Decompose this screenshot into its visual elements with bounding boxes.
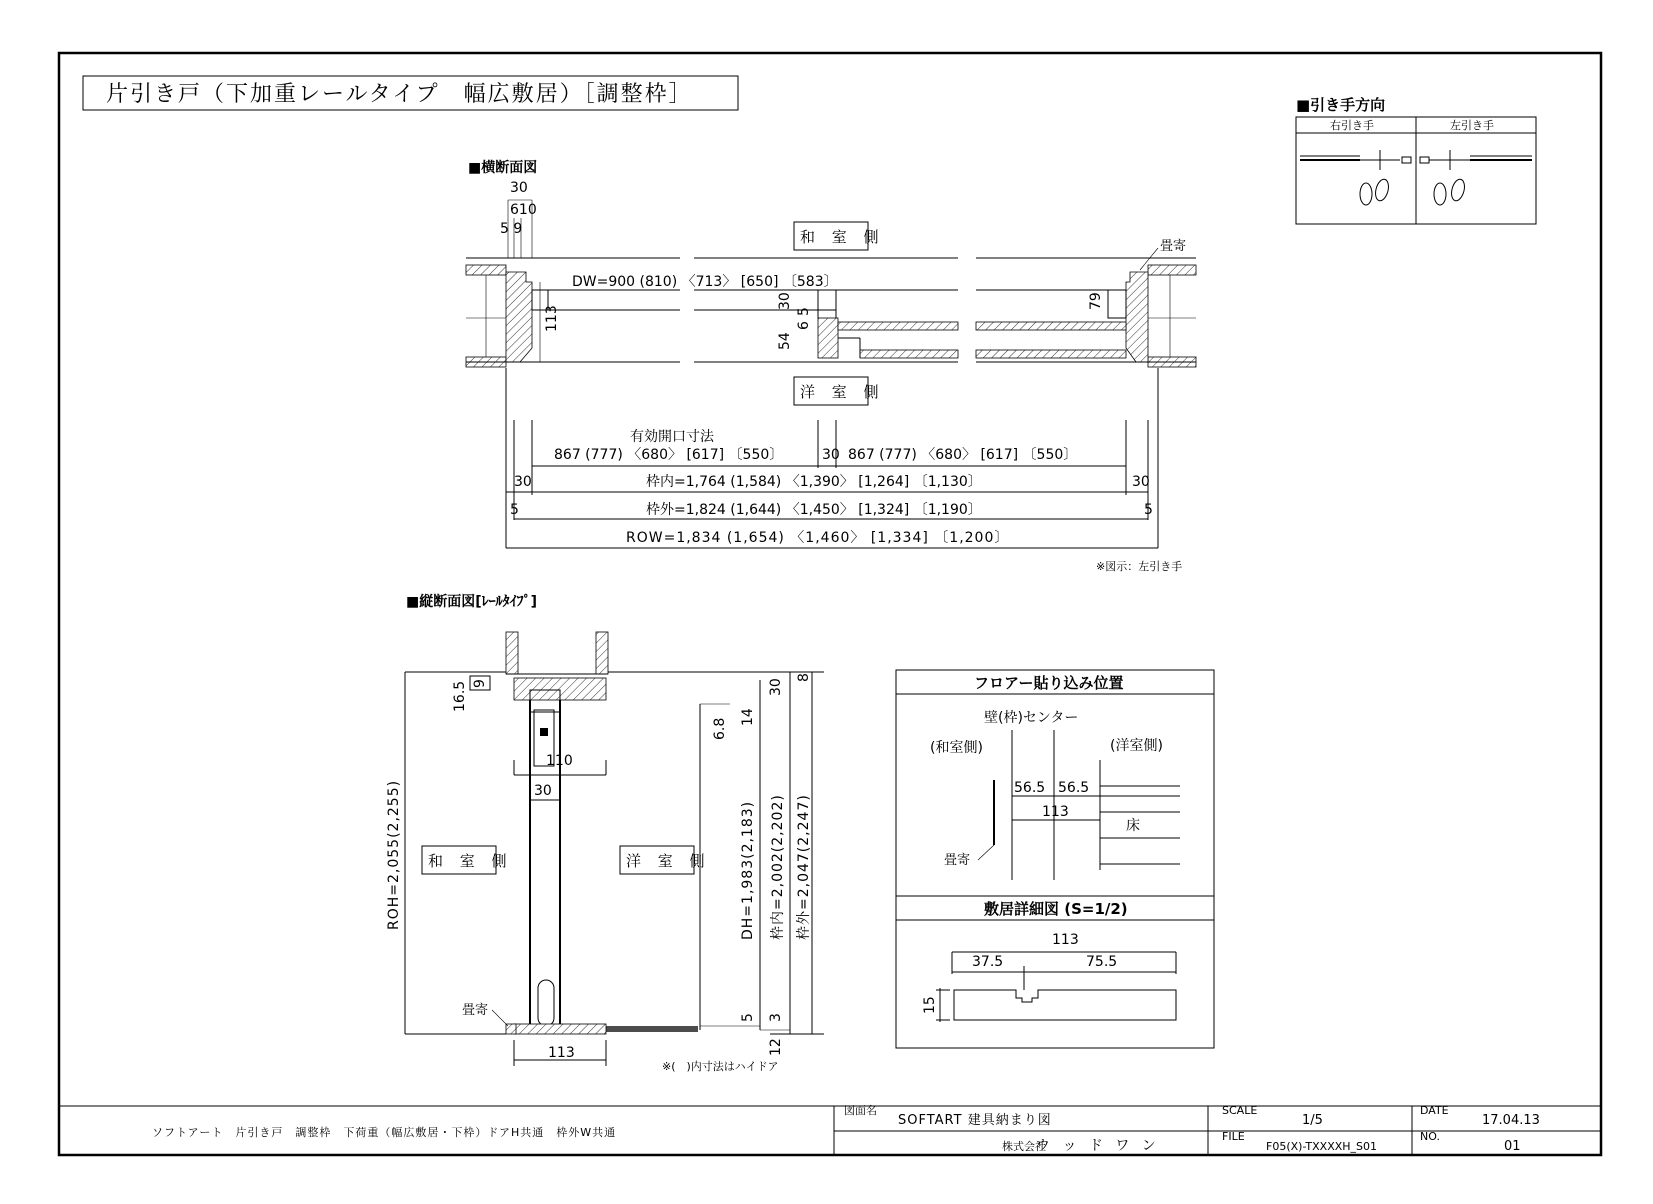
footer-scale-label: SCALE	[1222, 1104, 1258, 1117]
footer-drawing-label: 図面名	[844, 1104, 877, 1117]
plan-dim-6: 6	[796, 321, 812, 330]
vert-dim-8: 8	[796, 673, 812, 682]
right-pull-label: 右引き手	[1330, 119, 1374, 132]
floor-tatamiyose: 畳寄	[944, 853, 971, 868]
bottom-roller-icon	[538, 980, 554, 1026]
vert-note: ※( )内寸法はハイドア	[662, 1060, 779, 1073]
footer-no: 01	[1504, 1139, 1521, 1154]
footer-file-label: FILE	[1222, 1130, 1245, 1143]
outer-side-right: 5	[1144, 502, 1153, 518]
pull-direction-box	[1296, 96, 1536, 224]
vert-dim-5: 5	[740, 1013, 756, 1022]
row-width: ROW=1,834 (1,654) 〈1,460〉 [1,334] 〔1,200〕	[626, 530, 1010, 546]
plan-dim-5: 5	[796, 307, 812, 316]
vert-inner: 枠内=2,002(2,202)	[770, 794, 786, 940]
vert-dim-30: 30	[534, 783, 552, 799]
outer-width: 枠外=1,824 (1,644) 〈1,450〉 [1,324] 〔1,190〕	[646, 502, 982, 518]
inner-width: 枠内=1,764 (1,584) 〈1,390〉 [1,264] 〔1,130〕	[646, 474, 982, 490]
floor-heading: フロアー貼り込み位置	[974, 674, 1124, 692]
direction-heading: ■引き手方向	[1296, 96, 1386, 114]
effective-title: 有効開口寸法	[630, 429, 714, 445]
plan-washitsu-label: 和 室 側	[800, 228, 885, 246]
plan-dim-54: 54	[777, 332, 793, 350]
floor-dim-56-5-b: 56.5	[1058, 780, 1090, 796]
footer-no-label: NO.	[1420, 1130, 1440, 1143]
plan-dim-30: 30	[777, 292, 793, 310]
vert-dim-3: 3	[768, 1013, 784, 1022]
sill-heading: 敷居詳細図 (S=1/2)	[984, 900, 1128, 918]
vert-dim-12: 12	[768, 1038, 784, 1056]
vert-tatamiyose: 畳寄	[462, 1003, 489, 1018]
footer-file: F05(X)-TXXXXH_S01	[1266, 1140, 1378, 1153]
vert-roh: ROH=2,055(2,255)	[386, 779, 402, 930]
floor-washitsu: (和室側)	[930, 740, 983, 756]
inner-side-right: 30	[1132, 474, 1150, 490]
outer-side-left: 5	[510, 502, 519, 518]
vert-dim-16-5: 16.5	[452, 680, 468, 712]
vertical-heading: ■縦断面図[ﾚｰﾙﾀｲﾌﾟ]	[406, 594, 538, 610]
vert-dim-113: 113	[548, 1045, 575, 1061]
floor-label: 床	[1126, 818, 1140, 834]
dim-59-top: 5 9	[500, 221, 523, 237]
sill-dim-15: 15	[922, 996, 938, 1014]
footer-date: 17.04.13	[1482, 1113, 1540, 1128]
floor-dim-113: 113	[1042, 804, 1069, 820]
effective-right: 867 (777) 〈680〉 [617] 〔550〕	[848, 447, 1078, 463]
vert-dim-14: 14	[740, 708, 756, 726]
plan-heading: ■横断面図	[468, 160, 538, 176]
footer-company: ウ ッ ド ワ ン	[1036, 1138, 1160, 1154]
footer-company-prefix: 株式会社	[1002, 1140, 1046, 1153]
vert-dim-9: 9	[472, 679, 488, 688]
plan-youshitsu-label: 洋 室 側	[800, 383, 885, 401]
left-pull-label: 左引き手	[1450, 119, 1494, 132]
sill-box	[922, 900, 1176, 1022]
vert-washitsu-label: 和 室 側	[428, 852, 513, 870]
dim-30-top: 30	[510, 180, 528, 196]
footer-date-label: DATE	[1420, 1104, 1449, 1117]
footer-drawing-name: SOFTART 建具納まり図	[898, 1113, 1052, 1128]
footprint-icon	[1360, 178, 1467, 205]
sill-dim-37-5: 37.5	[972, 954, 1004, 970]
roller-icon	[540, 728, 548, 736]
footer-description: ソフトアート 片引き戸 調整枠 下荷重（幅広敷居・下枠）ドアH共通 枠外W共通	[152, 1126, 617, 1139]
floor-dim-56-5-a: 56.5	[1014, 780, 1046, 796]
title-block	[83, 76, 738, 110]
vert-dim-30-top: 30	[768, 678, 784, 696]
footer-scale: 1/5	[1302, 1113, 1323, 1128]
vertical-section	[386, 593, 824, 1073]
page-title: 片引き戸（下加重レールタイプ 幅広敷居）［調整枠］	[106, 82, 693, 107]
effective-mid: 30	[822, 447, 840, 463]
vert-dim-110: 110	[546, 753, 573, 769]
footer-title-block	[59, 1104, 1601, 1155]
dim-610-top: 610	[510, 202, 537, 218]
vert-dim-6-8: 6.8	[712, 717, 728, 740]
plan-note: ※図示：左引き手	[1096, 560, 1183, 573]
effective-left: 867 (777) 〈680〉 [617] 〔550〕	[554, 447, 784, 463]
floor-center: 壁(枠)センター	[984, 710, 1079, 726]
floor-box	[896, 670, 1214, 1048]
vert-dh: DH=1,983(2,183)	[740, 800, 756, 940]
sill-dim-75-5: 75.5	[1086, 954, 1118, 970]
inner-side-left: 30	[514, 474, 532, 490]
floor-youshitsu: (洋室側)	[1110, 738, 1163, 754]
plan-dw: DW=900 (810) 〈713〉 [650] 〔583〕	[572, 274, 838, 290]
plan-tatamiyose: 畳寄	[1160, 239, 1187, 254]
plan-dim-113: 113	[544, 305, 560, 332]
sill-dim-113: 113	[1052, 932, 1079, 948]
vert-youshitsu-label: 洋 室 側	[626, 852, 711, 870]
sheet-border	[59, 53, 1601, 1155]
vert-outer: 枠外=2,047(2,247)	[796, 794, 812, 940]
plan-section	[466, 159, 1196, 573]
plan-dim-79: 79	[1088, 292, 1104, 310]
